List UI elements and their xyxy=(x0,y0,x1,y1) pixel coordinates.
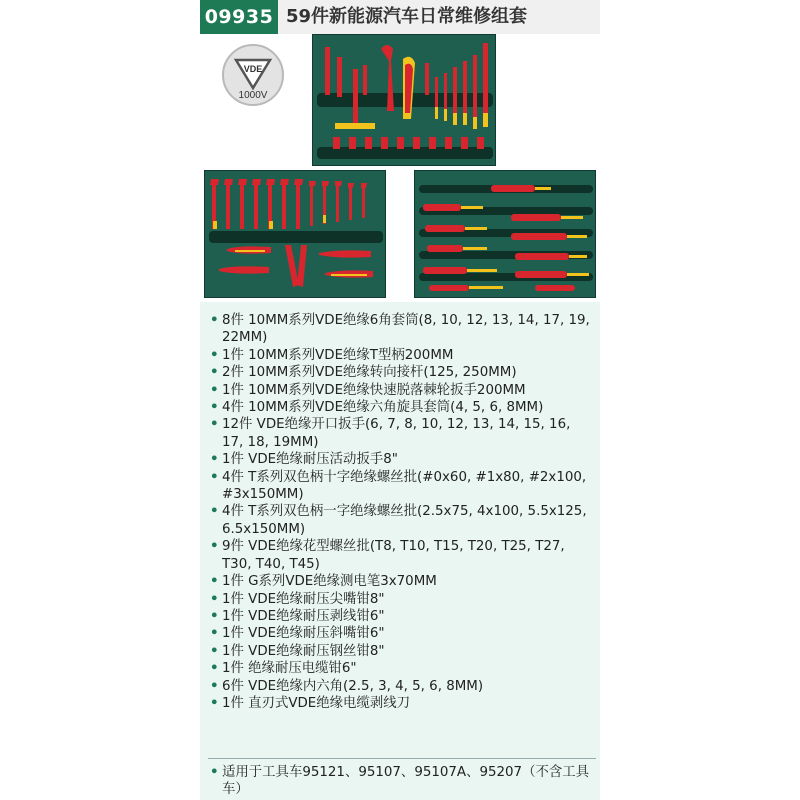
list-item-text: 1件 VDE绝缘耐压尖嘴钳8" xyxy=(222,591,385,607)
list-item-text: 1件 直刃式VDE绝缘电缆剥线刀 xyxy=(222,695,411,711)
socket-extension-icon xyxy=(363,65,367,95)
note-text: 适用于工具车95121、95107、95107A、95207（不含工具车） xyxy=(222,765,590,798)
list-item-text: 6件 VDE绝缘内六角(2.5, 3, 4, 5, 6, 8MM) xyxy=(222,678,484,694)
extension-bar-icon xyxy=(325,47,330,95)
list-item: • 12件 VDE绝缘开口扳手(6, 7, 8, 10, 12, 13, 14, 15, 16, 17, 18, 19MM) xyxy=(210,417,571,450)
list-item-text: 4件 T系列双色柄一字绝缘螺丝批(2.5x75, 4x100, 5.5x125, 6.5x150MM) xyxy=(222,504,587,537)
list-item-text: 4件 T系列双色柄十字绝缘螺丝批(#0x60, #1x80, #2x100, #3x150MM) xyxy=(222,469,587,503)
list-item-text: 1件 10MM系列VDE绝缘T型柄200MM xyxy=(222,347,454,363)
list-item: • 9件 VDE绝缘花型螺丝批(T8, T10, T15, T20, T25, T27, T30, T40, T45) xyxy=(210,539,565,572)
screwdriver-icon xyxy=(423,185,589,291)
list-item-text: 1件 绝缘耐压电缆钳6" xyxy=(222,661,357,677)
contents-panel xyxy=(200,302,600,800)
hex-key-icon xyxy=(435,77,438,107)
list-item-text: 1件 VDE绝缘耐压斜嘴钳6" xyxy=(222,626,385,642)
extension-bar-icon xyxy=(337,57,342,97)
list-item-text: 4件 10MM系列VDE绝缘六角旋具套筒(4, 5, 6, 8MM) xyxy=(222,400,544,416)
hex-key-icon xyxy=(444,73,447,109)
list-item: • 1件 绝缘耐压电缆钳6" xyxy=(210,661,357,677)
list-item-text: 9件 VDE绝缘花型螺丝批(T8, T10, T15, T20, T25, T27, T30, T40, T45) xyxy=(222,539,565,572)
divider xyxy=(208,758,596,759)
t-handle-icon xyxy=(353,69,358,125)
list-item: • 4件 10MM系列VDE绝缘六角旋具套筒(4, 5, 6, 8MM) xyxy=(210,400,544,416)
tray-screwdrivers xyxy=(414,170,596,298)
list-item-text: 1件 G系列VDE绝缘测电笔3x70MM xyxy=(222,574,437,590)
voltage-label: 1000V xyxy=(238,90,268,101)
tray-screwdrivers-tools xyxy=(415,171,596,298)
list-item: • 1件 VDE绝缘耐压剥线钳6" xyxy=(210,608,385,624)
page-title: 59件新能源汽车日常维修组套 xyxy=(286,6,528,27)
tray-wrenches-pliers-tools xyxy=(205,171,386,298)
hex-key-icon xyxy=(453,67,457,113)
list-item: • 1件 10MM系列VDE绝缘快速脱落棘轮扳手200MM xyxy=(210,382,526,398)
vde-1000v-badge xyxy=(222,44,284,106)
vde-triangle-icon xyxy=(224,46,282,104)
note-item: • 适用于工具车95121、95107、95107A、95207（不含工具车） xyxy=(210,765,590,798)
list-item: • 4件 T系列双色柄十字绝缘螺丝批(#0x60, #1x80, #2x100, #3x150MM) xyxy=(210,469,587,503)
list-item-text: 1件 10MM系列VDE绝缘快速脱落棘轮扳手200MM xyxy=(222,382,526,398)
list-item: • 8件 10MM系列VDE绝缘6角套筒(8, 10, 12, 13, 14, 17, 19, 22MM) xyxy=(210,313,590,346)
open-end-wrench-row xyxy=(210,179,367,229)
list-item: • 6件 VDE绝缘内六角(2.5, 3, 4, 5, 6, 8MM) xyxy=(210,678,484,694)
list-item: • 1件 VDE绝缘耐压钢丝钳8" xyxy=(210,643,385,659)
list-item: • 4件 T系列双色柄一字绝缘螺丝批(2.5x75, 4x100, 5.5x125, 6.5x150MM) xyxy=(210,504,587,537)
list-item-text: 8件 10MM系列VDE绝缘6角套筒(8, 10, 12, 13, 14, 17, 19, 22MM) xyxy=(222,313,590,346)
list-item-text: 1件 VDE绝缘耐压剥线钳6" xyxy=(222,608,385,624)
pliers-icon xyxy=(219,245,373,287)
list-item-text: 1件 VDE绝缘耐压钢丝钳8" xyxy=(222,643,385,659)
t-handle-bar-icon xyxy=(335,123,375,129)
hex-key-icon xyxy=(483,43,488,113)
list-item: • 1件 VDE绝缘耐压活动扳手8" xyxy=(210,452,398,468)
hex-key-icon xyxy=(473,55,477,117)
list-item: • 1件 VDE绝缘耐压斜嘴钳6" xyxy=(210,626,385,642)
tray-wrenches-pliers xyxy=(204,170,386,298)
vde-mark: VDE xyxy=(243,64,263,74)
contents-list xyxy=(200,312,600,712)
list-item-text: 12件 VDE绝缘开口扳手(6, 7, 8, 10, 12, 13, 14, 15, 16, 17, 18, 19MM) xyxy=(222,417,571,450)
list-item: • 2件 10MM系列VDE绝缘转向接杆(125, 250MM) xyxy=(210,365,517,381)
product-code: 09935 xyxy=(200,0,278,34)
tray-sockets xyxy=(312,34,496,166)
tray-sockets-tools xyxy=(313,35,496,166)
list-item: • 1件 直刃式VDE绝缘电缆剥线刀 xyxy=(210,695,411,711)
list-item: • 1件 VDE绝缘耐压尖嘴钳8" xyxy=(210,591,385,607)
list-item-text: 2件 10MM系列VDE绝缘转向接杆(125, 250MM) xyxy=(222,365,517,381)
hex-key-icon xyxy=(463,61,467,113)
list-item: • 1件 G系列VDE绝缘测电笔3x70MM xyxy=(210,574,437,590)
compatibility-note xyxy=(200,764,600,799)
adjustable-wrench-icon xyxy=(381,45,394,111)
socket-row xyxy=(333,137,484,149)
list-item: • 1件 10MM系列VDE绝缘T型柄200MM xyxy=(210,347,454,363)
list-item-text: 1件 VDE绝缘耐压活动扳手8" xyxy=(222,452,398,468)
